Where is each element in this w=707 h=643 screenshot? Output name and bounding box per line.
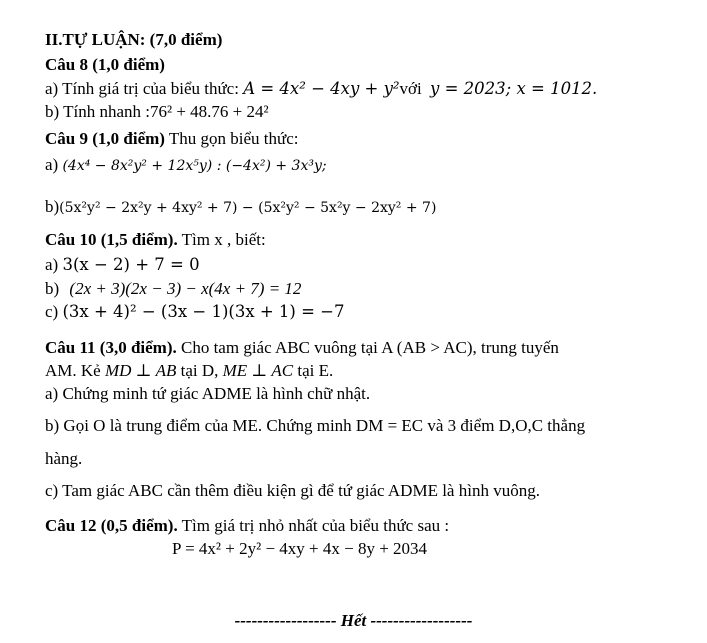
end-marker: ------------------ Hết ------------------ <box>234 611 473 630</box>
q10-title <box>45 230 266 250</box>
q9-title <box>45 129 299 149</box>
q9-title-rest: Thu gọn biểu thức: <box>164 129 299 148</box>
q8-a-values: y = 2023; x = 1012. <box>430 79 598 98</box>
q10-a-label: a) <box>45 255 59 274</box>
q11-line1-rest: Cho tam giác ABC vuông tại A (AB > AC), trung tuyến <box>176 338 559 357</box>
q10-title-bold: Câu 10 (1,5 điểm). <box>45 230 178 249</box>
section-heading: II.TỰ LUẬN: (7,0 điểm) <box>45 30 223 49</box>
q10-part-c <box>45 302 345 322</box>
q12-expression: P = 4x² + 2y² − 4xy + 4x − 8y + 2034 <box>172 539 428 558</box>
q9-title-bold: Câu 9 (1,0 điểm) <box>45 129 165 148</box>
q10-a-expression: 3(x − 2) + 7 = 0 <box>62 255 200 274</box>
q9-b-expression: (5x²y² − 2x²y + 4xy² + 7) − (5x²y² − 5x²y − 2xy² + 7) <box>59 200 437 216</box>
q8-title: Câu 8 (1,0 điểm) <box>45 55 165 74</box>
q10-b-expression: (2x + 3)(2x − 3) − x(4x + 7) = 12 <box>69 279 302 298</box>
q11-part-c: c) Tam giác ABC cần thêm điều kiện gì để tứ giác ADME là hình vuông. <box>45 481 540 500</box>
q12-title <box>45 516 449 536</box>
q10-c-expression: (3x + 4)² − (3x − 1)(3x + 1) = −7 <box>62 302 345 321</box>
q9-part-a <box>45 155 327 176</box>
q11-line2-c: tại E. <box>297 361 334 380</box>
q11-part-b-line-1: b) Gọi O là trung điểm của ME. Chứng minh DM = EC và 3 điểm D,O,C thẳng <box>45 416 586 435</box>
q12-title-rest: Tìm giá trị nhỏ nhất của biểu thức sau : <box>177 516 450 535</box>
q10-part-b <box>45 279 301 299</box>
q9-b-label: b) <box>45 197 60 216</box>
q11-line-2 <box>45 361 333 381</box>
q9-a-expression: (4x⁴ − 8x²y² + 12x⁵y) : (−4x²) + 3x³y; <box>62 158 327 174</box>
q8-a-with: với <box>399 79 422 98</box>
q9-part-b <box>45 197 436 218</box>
q10-c-label: c) <box>45 302 59 321</box>
q11-md-perp: MD ⊥ AB <box>104 361 177 380</box>
q11-title-bold: Câu 11 (3,0 điểm). <box>45 338 177 357</box>
q11-line2-a: AM. Kẻ <box>45 361 101 380</box>
q11-me-perp: ME ⊥ AC <box>222 361 294 380</box>
q11-part-b-line-2: hàng. <box>45 449 83 468</box>
q11-line-1 <box>45 338 559 358</box>
q10-title-rest: Tìm x , biết: <box>177 230 266 249</box>
q10-b-label: b) <box>45 279 60 298</box>
q12-title-bold: Câu 12 (0,5 điểm). <box>45 516 178 535</box>
q8-a-prefix: a) Tính giá trị của biểu thức: <box>45 79 239 98</box>
q8-a-expression: A = 4x² − 4xy + y² <box>243 79 400 98</box>
q11-part-a: a) Chứng minh tứ giác ADME là hình chữ nhật. <box>45 384 371 403</box>
q8-b-prefix: b) Tính nhanh : <box>45 102 150 121</box>
q8-part-a <box>45 79 597 99</box>
q8-b-expression: 76² + 48.76 + 24² <box>149 102 269 121</box>
q11-line2-b: tại D, <box>180 361 219 380</box>
q8-part-b <box>45 102 269 122</box>
q10-part-a <box>45 255 200 275</box>
q9-a-label: a) <box>45 155 59 174</box>
